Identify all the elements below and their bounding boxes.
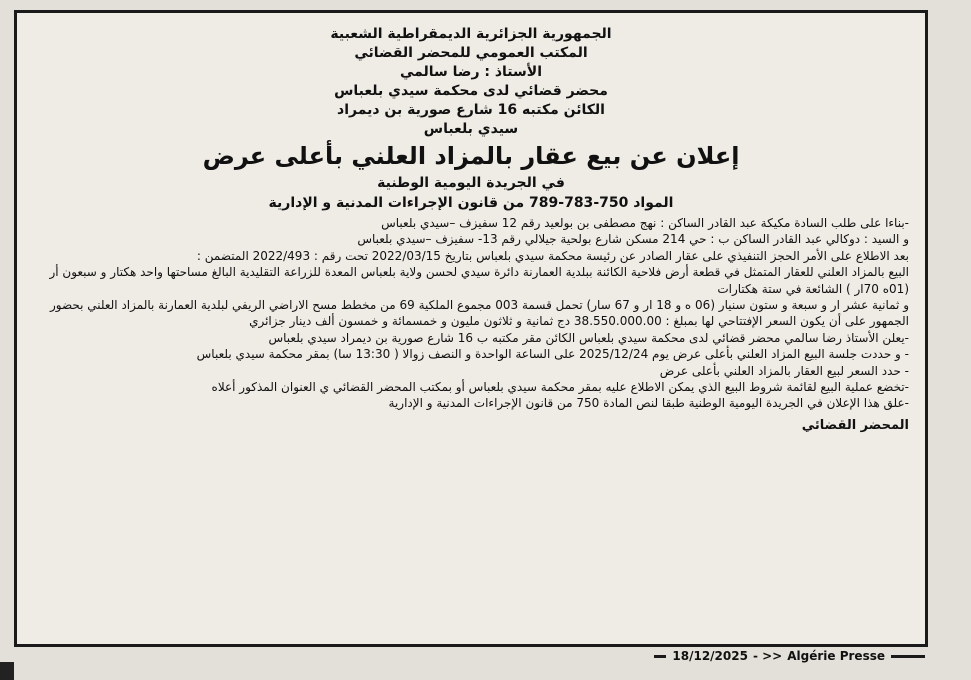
- signature: المحضر القضائي: [801, 417, 909, 433]
- header-republic: الجمهورية الجزائرية الديمقراطية الشعبية: [330, 26, 612, 42]
- legal-notice-box: [14, 10, 928, 647]
- body-paragraph: -علق هذا الإعلان في الجريدة اليومية الوطنية طبقا لنص المادة 750 من قانون الإجراءات المدنية و الإدارية: [388, 396, 909, 411]
- page-corner-mark: [0, 662, 14, 680]
- body-paragraph: - حدد السعر لبيع العقار بالمزاد العلني بأعلى عرض: [659, 363, 909, 378]
- notice-subtitle-articles: المواد 750-783-789 من قانون الإجراءات المدنية و الإدارية: [268, 195, 674, 211]
- header-office: المكتب العمومي للمحضر القضائي: [354, 45, 588, 61]
- notice-title: إعلان عن بيع عقار بالمزاد العلني بأعلى عرض: [202, 142, 740, 170]
- body-paragraph: -بناءا على طلب السادة مكيكة عبد القادر الساكن : نهج مصطفى بن بولعيد رقم 12 سفيزف –سيدي بلعباس: [381, 216, 909, 230]
- footer-source: Algérie Presse: [787, 649, 885, 663]
- header-city: سيدي بلعباس: [423, 121, 519, 137]
- notice-header: [33, 25, 909, 213]
- footer-separator: - >>: [752, 649, 783, 663]
- header-address: الكائن مكتبه 16 شارع صورية بن ديمراد: [337, 102, 605, 118]
- header-court: محضر قضائي لدى محكمة سيدي بلعباس: [334, 83, 608, 99]
- footer-rule-right: [891, 655, 925, 658]
- header-bailiff-name: الأستاذ : رضا سالمي: [399, 64, 543, 80]
- notice-body: [33, 215, 909, 412]
- body-paragraph: بعد الاطلاع على الأمر الحجز التنفيذي على عقار الصادر عن رئيسة محكمة سيدي بلعباس بتاريخ 2022/03/15 تحت رقم : 2022/493 المتضمن :: [196, 248, 909, 263]
- body-paragraph: - و حددت جلسة البيع المزاد العلني بأعلى عرض يوم 2025/12/24 على الساعة الواحدة و النصف زوالا ( 13:30 سا) بمقر محكمة سيدي بلعباس: [196, 347, 909, 362]
- body-paragraph: البيع بالمزاد العلني للعقار المتمثل في قطعة أرض فلاحية الكائنة ببلدية العمارنة دائرة سيدي لحسن ولاية بلعباس المعدة للزراعة التقليدية البالغ مساحتها واحد هكتار و سبعون أر (01ه 70ار ) الشائعة في ستة هكتارات: [49, 265, 909, 296]
- body-paragraph: و ثمانية عشر ار و سبعة و ستون سنيار (06 ه و 18 ار و 67 سار) تحمل قسمة 003 مجموع الملكية 69 من مخطط مسح الاراضي الريفي لبلدية العمارنة بالمزاد العلني بحضور الجمهور على أن يكون السعر الإفتتاحي لها بمبلغ : 38.550.000.00 دج ثمانية و ثلاثون مليون و خمسمائة و خمسون ألف دينار جزائري: [49, 298, 909, 329]
- body-paragraph: -يعلن الأستاذ رضا سالمي محضر قضائي لدى محكمة سيدي بلعباس الكائن مقر مكتبه ب 16 شارع صورية بن ديمراد سيدي بلعباس: [268, 330, 909, 345]
- notice-subtitle-newspaper: في الجريدة اليومية الوطنية: [377, 175, 565, 191]
- body-paragraph: -تخضع عملية البيع لقائمة شروط البيع الذي يمكن الاطلاع عليه بمقر محكمة سيدي بلعباس أو بمكتب المحضر القضائي ي العنوان المذكور أعلاه: [211, 380, 909, 395]
- footer-rule-left: [654, 655, 666, 658]
- footer-date: 18/12/2025: [672, 649, 748, 663]
- body-paragraph: و السيد : دوكالي عبد القادر الساكن ب : حي 214 مسكن شارع بولحية جيلالي رقم 13- سفيزف –سيدي بلعباس: [357, 232, 909, 247]
- page-footer: [654, 649, 925, 663]
